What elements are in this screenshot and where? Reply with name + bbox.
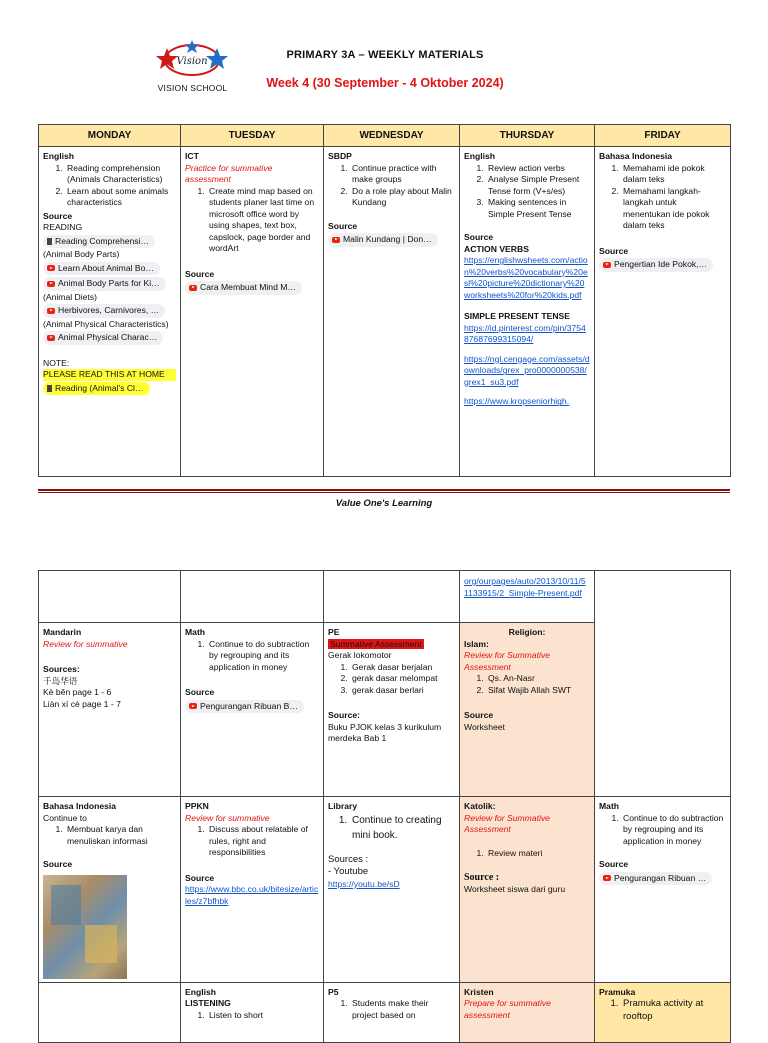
topic-label: Gerak lokomotor — [328, 650, 392, 661]
chip-label: Animal Physical Charac… — [58, 332, 158, 343]
source-item: Liàn xí cè page 1 - 7 — [43, 698, 121, 709]
source-item: Kè běn page 1 - 6 — [43, 687, 112, 698]
cell-wednesday-p5 — [324, 982, 460, 1042]
source-item: 千岛华语 — [43, 675, 78, 686]
chip-label: Herbivores, Carnivores, … — [58, 305, 160, 316]
task-item: 3. Making sentences in Simple Present Tense — [486, 197, 590, 220]
task-item: 1. Pramuka activity at rooftop — [621, 998, 726, 1023]
document-icon — [47, 385, 52, 392]
cell-thursday-katolik — [460, 797, 595, 983]
footer-motto: Value One's Learning — [335, 498, 433, 509]
subject-title: Islam: — [464, 638, 489, 649]
empty-cell — [39, 982, 181, 1042]
subject-title: Math — [599, 801, 620, 811]
day-header-thursday: THURSDAY — [460, 125, 595, 147]
page-header — [0, 0, 768, 120]
source-label: Source — [185, 872, 215, 883]
task-list — [185, 186, 319, 255]
task-list — [599, 998, 726, 1023]
task-item: 1. Membuat karya dan menuliskan informasi — [65, 824, 176, 847]
note-label: NOTE: — [43, 357, 70, 368]
task-list — [328, 813, 455, 844]
cell-friday-math — [595, 797, 731, 983]
subject-title: Kristen — [464, 986, 494, 997]
task-list — [185, 1010, 319, 1022]
source-label: Source — [328, 220, 358, 231]
task-item: 2. Analyse Simple Present Tense form (V+s/es) — [486, 174, 590, 197]
page-title: PRIMARY 3A – WEEKLY MATERIALS — [286, 49, 484, 61]
chip-label: Learn About Animal Bo… — [58, 262, 155, 273]
subject-title: P5 — [328, 986, 339, 997]
source-item: - Youtube — [328, 866, 369, 878]
logo-word: Vision — [176, 56, 208, 67]
resource-chip[interactable] — [43, 331, 163, 345]
table-row — [39, 147, 731, 477]
resource-link[interactable]: https://englishwsheets.com/action%20verbs%20vocabulary%20esl%20picture%20dictionary%20worksheets%20for%20kids.pdf — [464, 255, 588, 300]
resource-chip[interactable] — [43, 235, 155, 249]
logo-emblem-icon — [145, 40, 240, 84]
youtube-icon — [47, 335, 55, 341]
task-item: 2. Do a role play about Malin Kundang — [350, 186, 455, 209]
chip-label: Animal Body Parts for Ki… — [58, 278, 160, 289]
task-item: 2. Learn about some animals characteristics — [65, 186, 176, 209]
task-item: 1. Students make their project based on — [350, 998, 455, 1021]
day-header-monday: MONDAY — [39, 125, 181, 147]
task-item: 2. gerak dasar melompat — [350, 673, 455, 685]
source-item: Worksheet siswa dari guru — [464, 884, 566, 895]
youtube-icon — [332, 237, 340, 243]
resource-link[interactable]: https://ngl.cengage.com/assets/downloads/grex_pro0000000538/grex1_su3.pdf — [464, 353, 590, 387]
cell-thursday-english — [460, 147, 595, 477]
task-item: 1. Memahami ide pokok dalam teks — [621, 163, 726, 186]
school-name: VISION SCHOOL — [157, 83, 228, 93]
task-item: 1. Create mind map based on students planer last time on microsoft office word by using shapes, text box, capslock, page border and wordArt — [207, 186, 319, 255]
source-label: Source — [185, 687, 215, 698]
cell-wednesday-pe — [324, 623, 460, 797]
day-header-row — [39, 125, 731, 147]
chip-label: Pengertian Ide Pokok,… — [614, 259, 708, 270]
empty-cell — [324, 571, 460, 623]
resource-link[interactable]: https://id.pinterest.com/pin/375487687699315094/ — [464, 322, 586, 345]
source-label: Source — [464, 232, 494, 243]
day-header-friday: FRIDAY — [595, 125, 731, 147]
cell-monday-mandarin — [39, 623, 181, 797]
task-list — [328, 662, 455, 697]
subject-title: English — [464, 151, 496, 161]
task-item: 1. Gerak dasar berjalan — [350, 662, 455, 674]
resource-chip[interactable] — [43, 382, 150, 396]
cell-tuesday-ppkn — [181, 797, 324, 983]
resource-chip[interactable] — [43, 262, 160, 276]
task-item: 2. Memahami langkah-langkah untuk menentukan ide pokok dalam teks — [621, 186, 726, 232]
subject-title: ICT — [185, 151, 199, 161]
task-list — [43, 163, 176, 209]
source-photo[interactable] — [43, 875, 127, 979]
empty-cell — [181, 571, 324, 623]
youtube-icon — [47, 308, 55, 314]
task-list — [328, 998, 455, 1021]
task-item: 1. Qs. An-Nasr — [486, 673, 590, 685]
resource-chip[interactable] — [43, 304, 165, 318]
source-label: Source — [43, 859, 73, 870]
note-text: PLEASE READ THIS AT HOME — [43, 369, 176, 381]
resource-note: (Animal Physical Characteristics) — [43, 318, 169, 329]
assessment-note: Prepare for summative assessment — [464, 998, 551, 1020]
religion-heading: Religion: — [508, 627, 546, 637]
divider — [38, 489, 730, 491]
chip-label: Reading Comprehensi… — [55, 235, 150, 246]
task-list — [464, 673, 590, 696]
chip-label: Pengurangan Ribuan B… — [200, 700, 298, 711]
youtube-icon — [603, 875, 611, 881]
task-item: 1. Continue to do subtraction by regrouping and its application in money — [207, 639, 319, 674]
task-item: 1. Continue practice with make groups — [350, 163, 455, 186]
resource-note: (Animal Body Parts) — [43, 249, 120, 260]
subject-title: English — [185, 986, 217, 997]
subject-title: Pramuka — [599, 986, 636, 997]
week-subtitle: Week 4 (30 September - 4 Oktober 2024) — [266, 76, 504, 90]
youtube-icon — [47, 265, 55, 271]
table-row — [39, 982, 731, 1042]
subject-title: Library — [328, 801, 358, 811]
youtube-icon — [189, 703, 197, 709]
task-item: 1. Listen to short — [207, 1010, 319, 1022]
subject-title: Bahasa Indonesia — [43, 801, 117, 811]
subject-title: Math — [185, 627, 206, 637]
subject-title: Katolik: — [464, 801, 496, 811]
subject-title: PE — [328, 627, 340, 637]
empty-cell — [39, 571, 181, 623]
resource-chip[interactable] — [43, 277, 166, 291]
assessment-note: Practice for summative assessment — [185, 162, 273, 185]
assessment-note: Review for summative — [185, 812, 270, 823]
task-item: 1. Reading comprehension (Animals Characteristics) — [65, 163, 176, 186]
task-list — [185, 824, 319, 859]
reading-label: READING — [43, 222, 83, 233]
resource-chip[interactable] — [599, 872, 712, 886]
cell-tuesday-english — [181, 982, 324, 1042]
school-logo — [145, 40, 240, 98]
source-item: Buku PJOK kelas 3 kurikulum merdeka Bab 1 — [328, 721, 442, 744]
chip-label: Pengurangan Ribuan … — [614, 872, 707, 883]
task-item: 1. Continue to do subtraction by regrouping and its application in money — [621, 813, 726, 848]
table-row — [39, 797, 731, 983]
task-list — [185, 639, 319, 674]
cell-tuesday-math — [181, 623, 324, 797]
source-label: Source — [599, 859, 629, 870]
section-heading: SIMPLE PRESENT TENSE — [464, 311, 571, 322]
resource-link[interactable]: https://www.kropseniorhigh. — [464, 396, 570, 407]
task-item: 1. Discuss about relatable of rules, right and responsibilities — [207, 824, 319, 859]
task-item: 2. Sifat Wajib Allah SWT — [486, 685, 590, 697]
cell-thursday-kristen — [460, 982, 595, 1042]
chip-label: Reading (Animal's Cl… — [55, 382, 144, 393]
section-heading: ACTION VERBS — [464, 243, 529, 254]
cell-tuesday-ict — [181, 147, 324, 477]
cell-monday-english — [39, 147, 181, 477]
weekly-table-part-1 — [38, 124, 731, 477]
subject-title: Mandarin — [43, 627, 82, 637]
document-icon — [47, 238, 52, 245]
resource-chip[interactable] — [599, 258, 713, 272]
resource-note: (Animal Diets) — [43, 291, 97, 302]
task-list — [599, 163, 726, 232]
task-item: 3. gerak dasar berlari — [350, 685, 455, 697]
source-label: Sources: — [43, 664, 80, 675]
source-label: Source — [185, 268, 215, 279]
task-list — [464, 848, 590, 860]
cell-friday-bahasa-indonesia — [595, 147, 731, 477]
task-list — [328, 163, 455, 209]
cell-thursday-continued — [460, 571, 595, 623]
source-label: Source: — [328, 710, 360, 721]
cell-wednesday-library — [324, 797, 460, 983]
youtube-icon — [603, 262, 611, 268]
assessment-note: Review for Summative Assessment — [464, 650, 550, 672]
section-heading: LISTENING — [185, 998, 231, 1009]
empty-cell — [595, 571, 731, 797]
task-list — [464, 163, 590, 221]
source-item: Worksheet — [464, 721, 505, 732]
assessment-note: Review for Summative Assessment — [464, 812, 550, 835]
youtube-icon — [47, 281, 55, 287]
source-label: Source — [43, 210, 73, 221]
cell-wednesday-sbdp — [324, 147, 460, 477]
day-header-tuesday: TUESDAY — [181, 125, 324, 147]
subject-title: SBDP — [328, 151, 352, 161]
cell-monday-bahasa-indonesia — [39, 797, 181, 983]
resource-chip[interactable] — [328, 233, 438, 247]
task-item: 1. Review materi — [486, 848, 590, 860]
intro-text: Continue to — [43, 812, 87, 823]
weekly-table-part-2 — [38, 570, 731, 1043]
resource-link[interactable]: org/ourpages/auto/2013/10/11/51133915/2_Simple-Present.pdf — [464, 576, 586, 598]
youtube-icon — [189, 285, 197, 291]
cell-friday-pramuka — [595, 982, 731, 1042]
table-row — [39, 571, 731, 623]
source-label: Source : — [464, 872, 500, 884]
summative-badge: Summative Assessment — [330, 638, 422, 649]
resource-link[interactable]: https://youtu.be/sD — [328, 878, 400, 889]
resource-chip[interactable] — [185, 281, 302, 295]
chip-label: Malin Kundang | Don… — [343, 234, 432, 245]
divider — [38, 492, 730, 493]
chip-label: Cara Membuat Mind M… — [200, 282, 296, 293]
source-label: Sources : — [328, 853, 369, 865]
subject-title: PPKN — [185, 801, 209, 811]
resource-link[interactable]: https://www.bbc.co.uk/bitesize/articles/z7bfhbk — [185, 884, 319, 906]
source-label: Source — [464, 710, 494, 721]
cell-thursday-religion — [460, 623, 595, 797]
resource-chip[interactable] — [185, 700, 304, 714]
task-item: 1. Continue to creating mini book. — [350, 813, 455, 844]
task-list — [599, 813, 726, 848]
subject-title: Bahasa Indonesia — [599, 151, 673, 161]
task-list — [43, 824, 176, 847]
assessment-note: Review for summative — [43, 638, 128, 649]
subject-title: English — [43, 151, 75, 161]
source-label: Source — [599, 245, 629, 256]
task-item: 1. Review action verbs — [486, 163, 590, 175]
day-header-wednesday: WEDNESDAY — [324, 125, 460, 147]
